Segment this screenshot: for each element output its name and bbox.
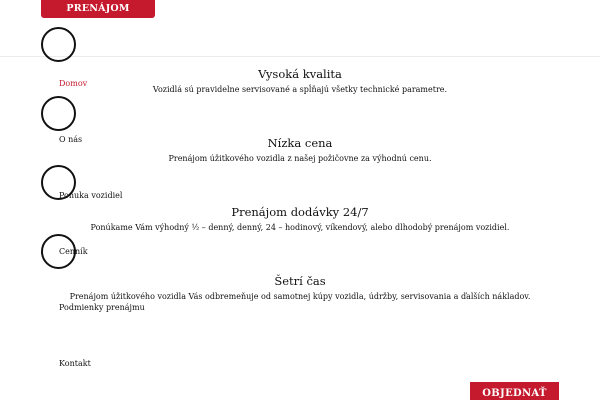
nav-item-podmienky-prenajmu[interactable]: Podmienky prenájmu [59, 303, 145, 312]
feature-text-24-7: Ponúkame Vám výhodný ½ – denný, denný, 24 – hodinový, víkendový, alebo dlhodobý prenájom vozidiel. [90, 223, 510, 232]
nav-item-o-nas[interactable]: O nás [59, 135, 83, 144]
feature-text-price: Prenájom úžitkového vozidla z našej požičovne za výhodnú cenu. [168, 154, 432, 163]
feature-title-24-7: Prenájom dodávky 24/7 [231, 205, 369, 219]
feature-icon-price [41, 96, 76, 131]
nav-item-ponuka-vozidiel[interactable]: Ponuka vozidiel [59, 191, 123, 200]
feature-text-quality: Vozidlá sú pravidelne servisované a spĺňajú všetky technické parametre. [152, 85, 448, 94]
feature-text-time: Prenájom úžitkového vozidla Vás odbremeňuje od samotnej kúpy vozidla, údržby, servisovania a ďalších nákladov. [69, 292, 531, 301]
nav-item-kontakt[interactable]: Kontakt [59, 359, 91, 368]
brand-button[interactable]: PRENÁJOM DODÁVKY [41, 0, 155, 18]
nav-item-cennik[interactable]: Cenník [59, 247, 88, 256]
feature-title-price: Nízka cena [267, 136, 333, 150]
feature-title-quality: Vysoká kvalita [258, 67, 342, 81]
order-button[interactable]: OBJEDNAŤ [470, 382, 559, 400]
header-divider [0, 56, 600, 57]
nav-item-domov[interactable]: Domov [59, 79, 88, 88]
feature-title-time: Šetrí čas [274, 274, 326, 288]
feature-icon-quality [41, 27, 76, 62]
